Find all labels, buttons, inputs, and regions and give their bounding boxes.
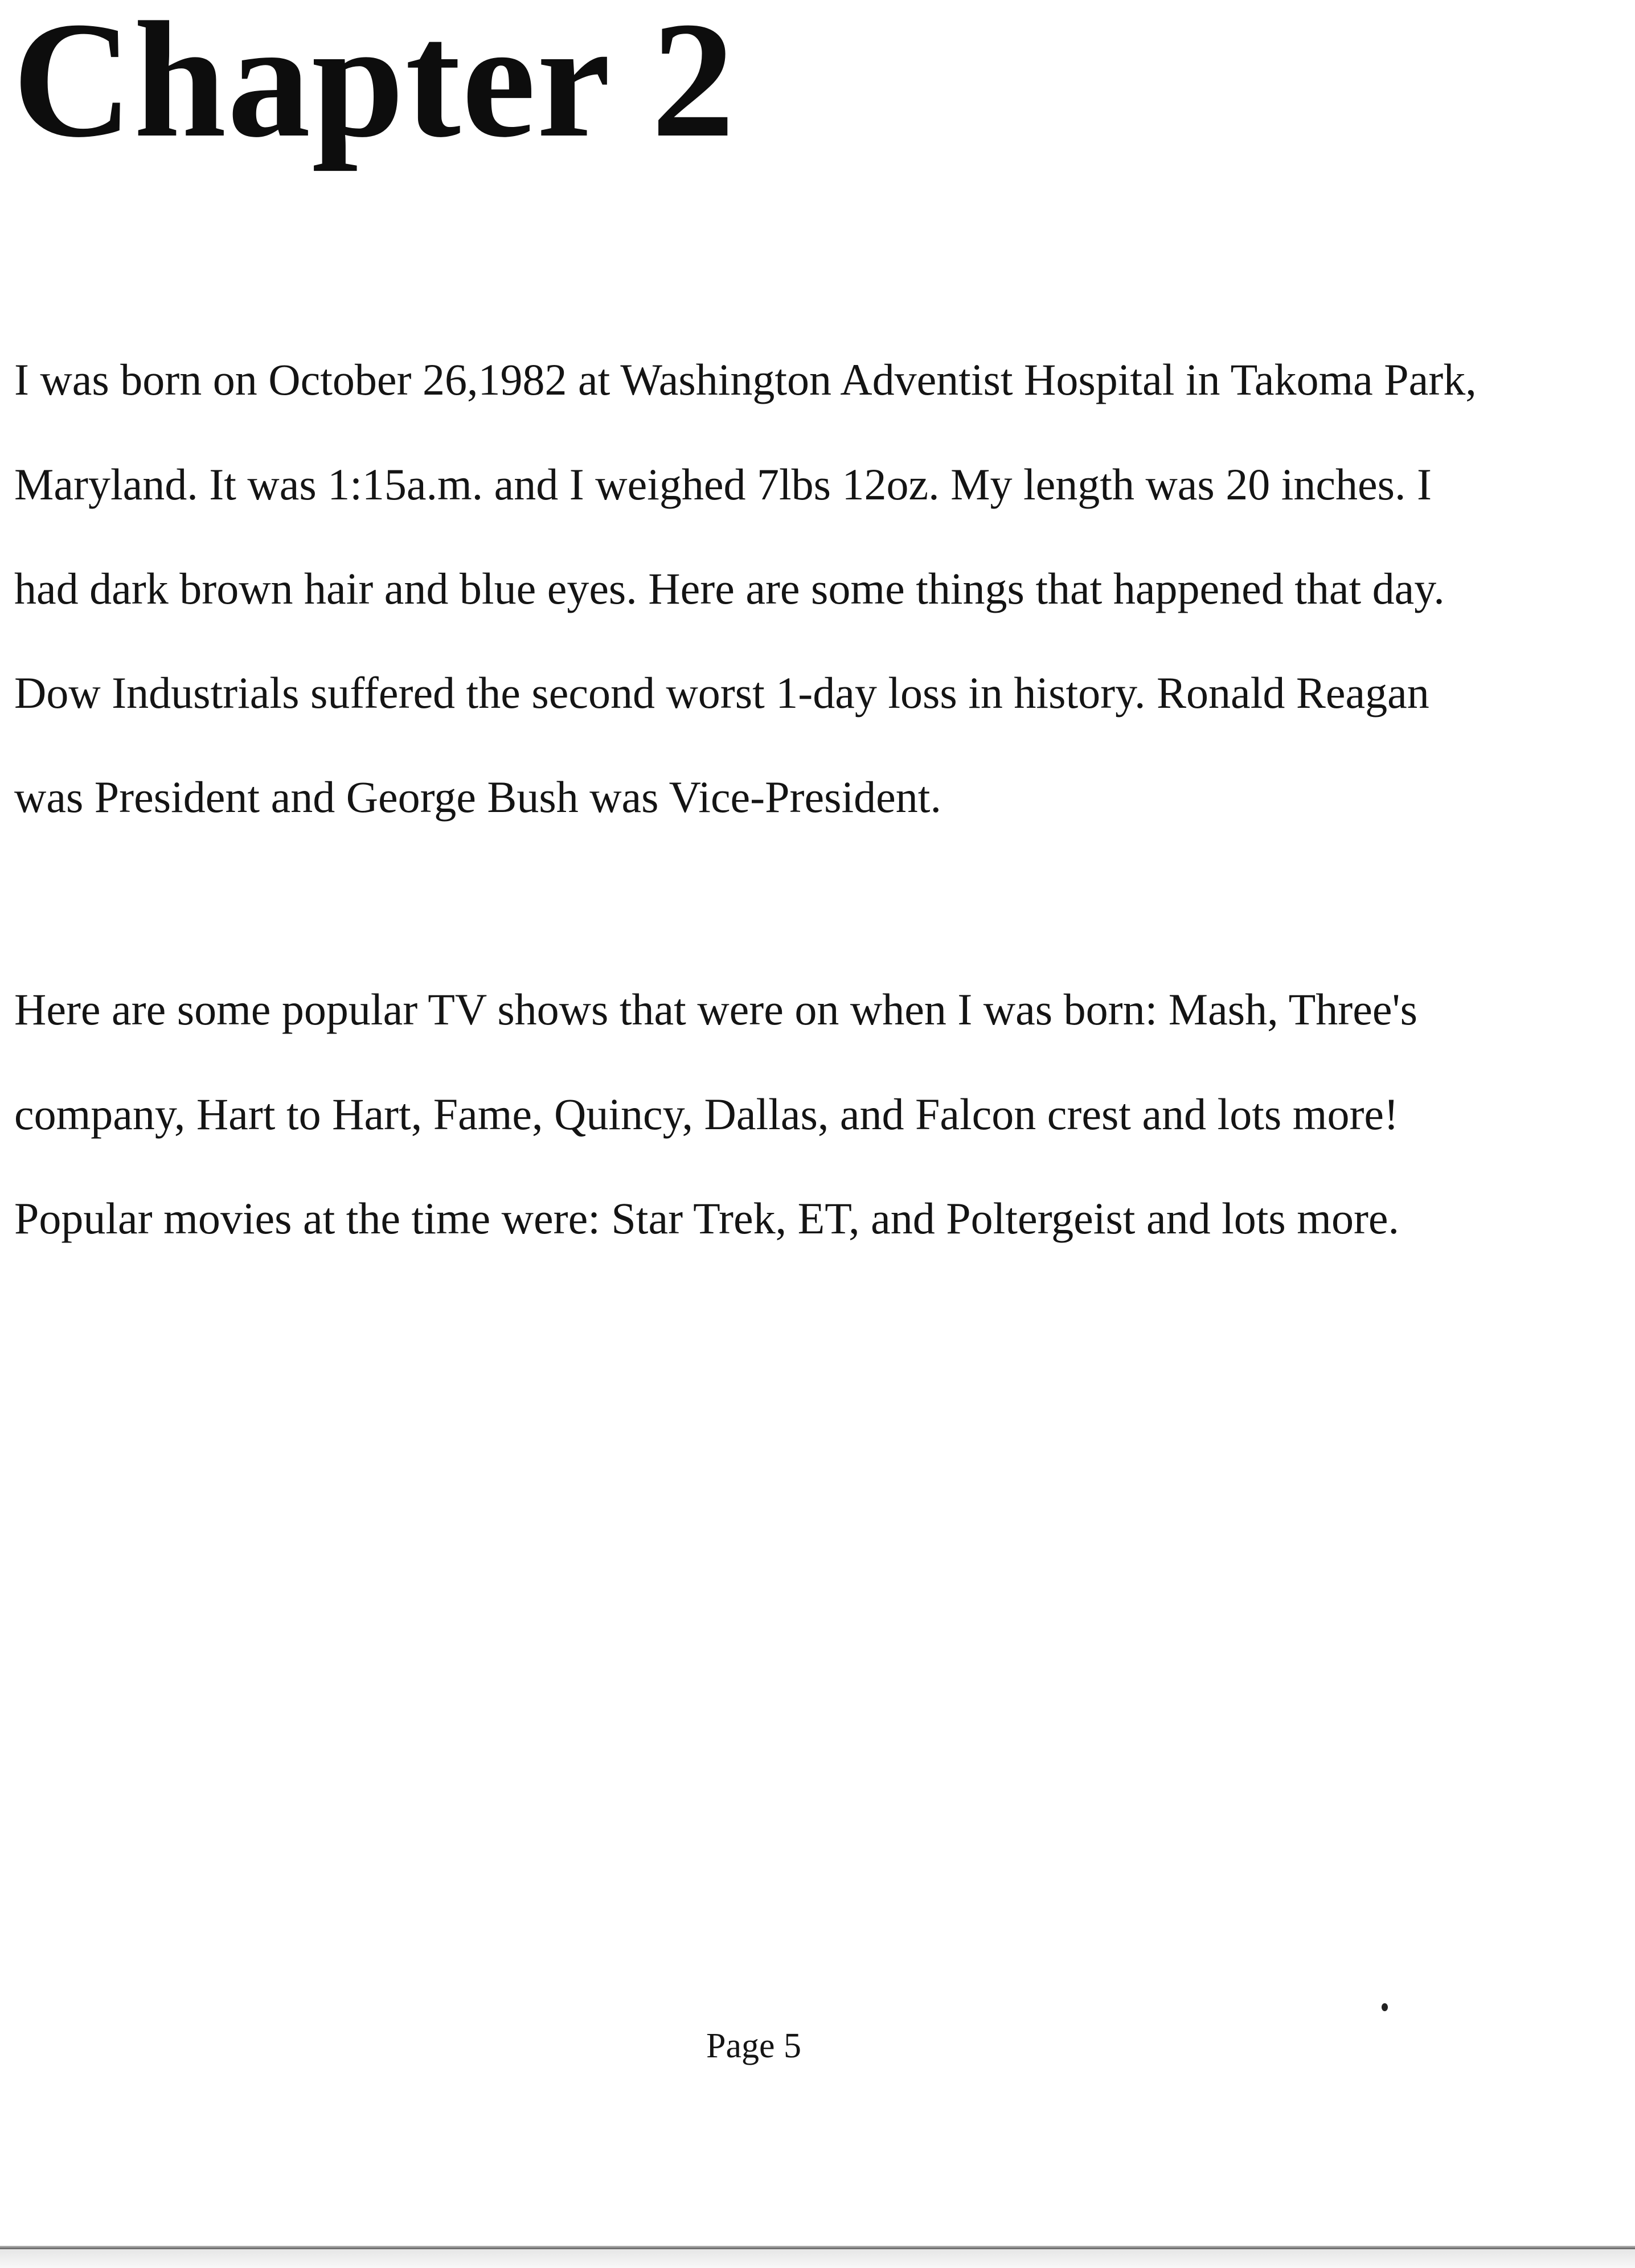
paragraph-1-line-2: Maryland. It was 1:15a.m. and I weighed 7lbs 12oz. My length was 20 inches. I <box>14 460 1432 509</box>
paragraph-1-line-3: had dark brown hair and blue eyes. Here are some things that happened that day. <box>14 564 1445 613</box>
paragraph-2-line-3: Popular movies at the time were: Star Trek, ET, and Poltergeist and lots more. <box>14 1194 1400 1243</box>
paragraph-1-line-5: was President and George Bush was Vice-President. <box>14 772 941 822</box>
paragraph-2-line-1: Here are some popular TV shows that were on when I was born: Mash, Three's <box>14 985 1417 1034</box>
paragraph-1-line-4: Dow Industrials suffered the second worst 1-day loss in history. Ronald Reagan <box>14 668 1429 717</box>
page-number: Page 5 <box>706 2027 802 2065</box>
paragraph-2-line-2: company, Hart to Hart, Fame, Quincy, Dallas, and Falcon crest and lots more! <box>14 1089 1399 1139</box>
scan-speck <box>1382 2003 1388 2011</box>
paragraph-1-line-1: I was born on October 26,1982 at Washington Adventist Hospital in Takoma Park, <box>14 355 1477 404</box>
chapter-title: Chapter 2 <box>13 0 736 172</box>
scan-bottom-shadow <box>0 2249 1635 2268</box>
